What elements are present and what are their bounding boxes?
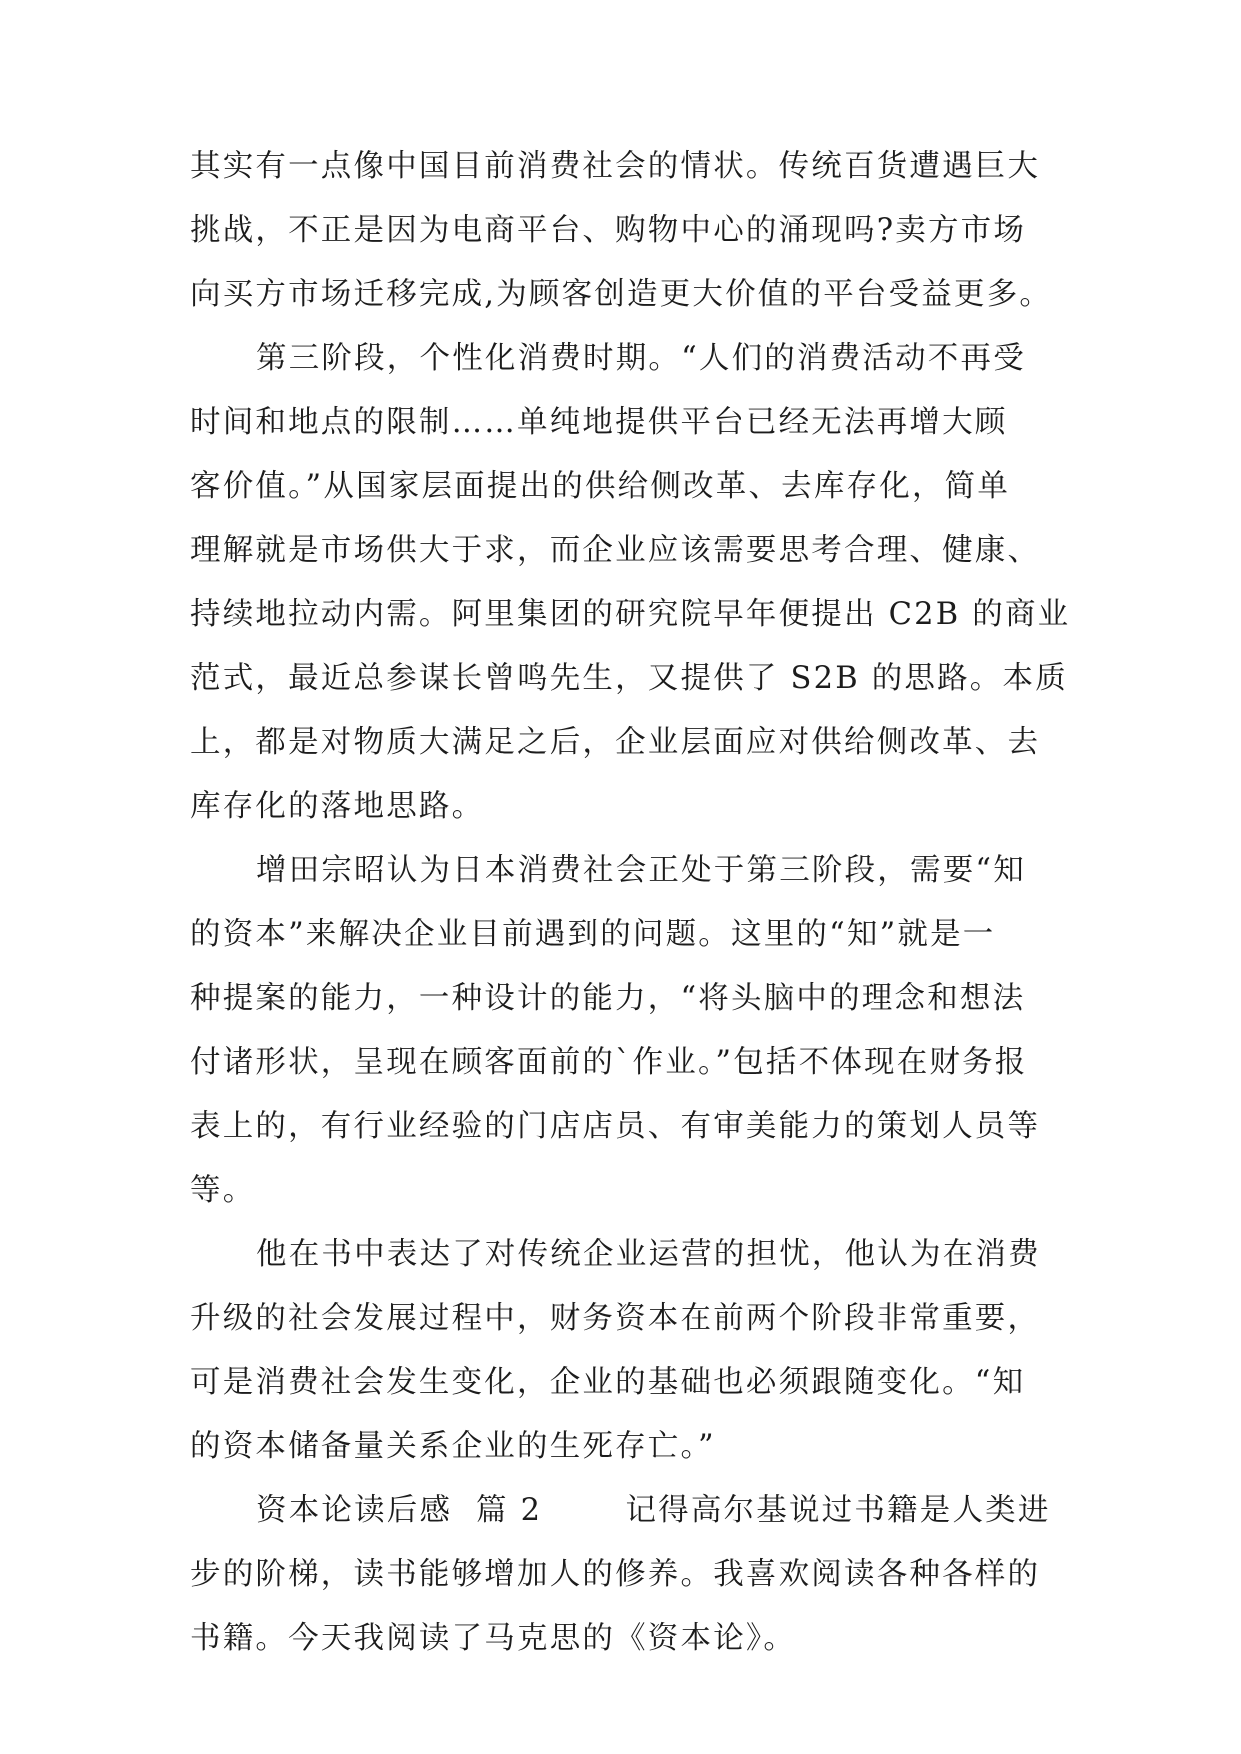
text-line: 上，都是对物质大满足之后，企业层面应对供给侧改革、去 bbox=[190, 725, 1041, 760]
text-line: 其实有一点像中国目前消费社会的情状。传统百货遭遇巨大 bbox=[190, 149, 1041, 184]
text-line: 表上的，有行业经验的门店店员、有审美能力的策划人员等 bbox=[190, 1109, 1041, 1144]
text-line: 可是消费社会发生变化，企业的基础也必须跟随变化。“知 bbox=[190, 1365, 1026, 1400]
text-line: 的资本”来解决企业目前遇到的问题。这里的“知”就是一 bbox=[190, 917, 996, 952]
text-line: 升级的社会发展过程中，财务资本在前两个阶段非常重要， bbox=[190, 1301, 1041, 1336]
text-line: 持续地拉动内需。阿里集团的研究院早年便提出 C2B 的商业 bbox=[190, 597, 1071, 632]
text-line: 理解就是市场供大于求，而企业应该需要思考合理、健康、 bbox=[190, 533, 1041, 568]
text-line: 书籍。今天我阅读了马克思的《资本论》。 bbox=[190, 1621, 797, 1656]
paragraph-start-line: 他在书中表达了对传统企业运营的担忧，他认为在消费 bbox=[256, 1237, 1041, 1272]
text-line: 向买方市场迁移完成,为顾客创造更大价值的平台受益更多。 bbox=[190, 277, 1053, 312]
text-line: 库存化的落地思路。 bbox=[190, 789, 485, 824]
text-line: 范式，最近总参谋长曾鸣先生，又提供了 S2B 的思路。本质 bbox=[190, 661, 1068, 696]
text-line: 挑战，不正是因为电商平台、购物中心的涌现吗?卖方市场 bbox=[190, 213, 1027, 248]
paragraph-start-line: 第三阶段，个性化消费时期。“人们的消费活动不再受 bbox=[256, 341, 1026, 376]
section-heading-line: 资本论读后感 篇 2 记得高尔基说过书籍是人类进 bbox=[256, 1493, 1051, 1528]
text-line: 种提案的能力，一种设计的能力，“将头脑中的理念和想法 bbox=[190, 981, 1026, 1016]
paragraph-start-line: 增田宗昭认为日本消费社会正处于第三阶段，需要“知 bbox=[256, 853, 1026, 888]
text-line: 步的阶梯，读书能够增加人的修养。我喜欢阅读各种各样的 bbox=[190, 1557, 1041, 1592]
text-line: 时间和地点的限制……单纯地提供平台已经无法再增大顾 bbox=[190, 405, 1008, 440]
text-line: 的资本储备量关系企业的生死存亡。” bbox=[190, 1429, 716, 1464]
text-line: 等。 bbox=[190, 1173, 256, 1208]
text-line: 客价值。”从国家层面提出的供给侧改革、去库存化，简单 bbox=[190, 469, 1011, 504]
text-line: 付诸形状，呈现在顾客面前的`作业。”包括不体现在财务报 bbox=[190, 1045, 1028, 1080]
